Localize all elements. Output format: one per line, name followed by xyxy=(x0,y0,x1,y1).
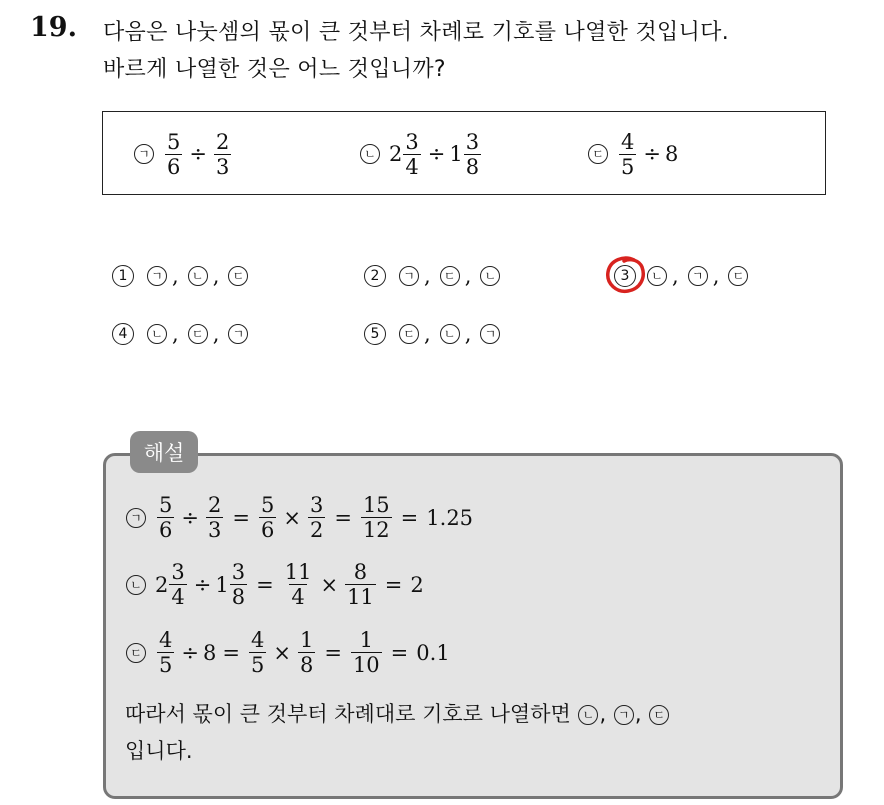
fraction: $\frac{3}{4}$ xyxy=(171,560,185,609)
expression-c: ㄷ $\frac{4}{5}$ ÷ 8 xyxy=(587,112,678,196)
choice-number: 3 xyxy=(614,265,636,287)
choice-4[interactable]: 4 ㄴ , ㄷ , ㄱ xyxy=(112,322,249,346)
conclusion-end: 입니다. xyxy=(125,739,193,763)
fraction: $\frac{5}{6}$ xyxy=(159,493,173,542)
solution-tab: 해설 xyxy=(130,431,198,473)
result-value: 0.1 xyxy=(416,640,450,665)
choice-5[interactable]: 5 ㄷ , ㄴ , ㄱ xyxy=(364,322,501,346)
fraction: $\frac{3}{4}$ xyxy=(405,129,419,179)
choice-1[interactable]: 1 ㄱ , ㄴ , ㄷ xyxy=(112,264,249,288)
fraction: $\frac{5}{6}$ xyxy=(260,493,275,542)
fraction: $\frac{15}{12}$ xyxy=(362,493,390,542)
fraction: $\frac{4}{5}$ xyxy=(250,628,265,677)
fraction: $\frac{2}{3}$ xyxy=(215,129,230,179)
question-number: 19. xyxy=(30,12,77,43)
fraction: $\frac{1}{8}$ xyxy=(299,628,314,677)
fraction: $\frac{4}{5}$ xyxy=(159,628,173,677)
fraction: $\frac{3}{2}$ xyxy=(309,493,324,542)
choice-number: 2 xyxy=(364,265,386,287)
result-value: 2 xyxy=(410,572,424,597)
solution-line-b: ㄴ 2 $\frac{3}{4}$ ÷ 1 $\frac{3}{8}$ = $\frac{11}{4}$ × $\frac{8}{11}$ = 2 xyxy=(125,560,424,609)
divide-operator: ÷ xyxy=(643,142,661,166)
solution-line-c: ㄷ $\frac{4}{5}$ ÷ 8 = $\frac{4}{5}$ × $\frac{1}{8}$ = $\frac{1}{10}$ = 0.1 xyxy=(125,628,450,677)
choice-2[interactable]: 2 ㄱ , ㄷ , ㄴ xyxy=(364,264,501,288)
fraction: $\frac{11}{4}$ xyxy=(284,560,312,609)
choice-number: 1 xyxy=(112,265,134,287)
question-line-2: 바르게 나열한 것은 어느 것입니까? xyxy=(103,57,446,82)
fraction: $\frac{4}{5}$ xyxy=(621,129,635,179)
solution-line-a: ㄱ $\frac{5}{6}$ ÷ $\frac{2}{3}$ = $\frac{5}{6}$ × $\frac{3}{2}$ = $\frac{15}{12}$ = 1.25 xyxy=(125,493,473,542)
fraction: $\frac{1}{10}$ xyxy=(352,628,380,677)
expression-a xyxy=(133,112,234,196)
marker-c: ㄷ xyxy=(588,144,608,164)
choice-number: 4 xyxy=(112,323,134,345)
expression-b: ㄴ 2 $\frac{3}{4}$ ÷ 1 $\frac{3}{8}$ xyxy=(359,112,484,196)
fraction: $\frac{3}{8}$ xyxy=(231,560,246,609)
fraction: $\frac{8}{11}$ xyxy=(347,560,374,609)
question-text xyxy=(103,14,873,88)
divide-operator: ÷ xyxy=(189,142,207,166)
conclusion-text: 따라서 몫이 큰 것부터 차례대로 기호로 나열하면 xyxy=(125,702,571,726)
fraction: $\frac{3}{8}$ xyxy=(465,129,480,179)
divide-operator: ÷ xyxy=(427,142,446,166)
fraction: $\frac{5}{6}$ xyxy=(167,129,181,179)
fraction: $\frac{2}{3}$ xyxy=(207,493,222,542)
marker-a: ㄱ xyxy=(134,144,154,164)
marker-b: ㄴ xyxy=(360,144,380,164)
question-line-1: 다음은 나눗셈의 몫이 큰 것부터 차례로 기호를 나열한 것입니다. xyxy=(103,20,729,45)
choice-number: 5 xyxy=(364,323,386,345)
solution-conclusion: 따라서 몫이 큰 것부터 차례대로 기호로 나열하면 ㄴ , ㄱ , ㄷ 입니다. xyxy=(125,696,825,770)
choice-3[interactable]: 3 ㄴ , ㄱ , ㄷ xyxy=(614,264,749,288)
result-value: 1.25 xyxy=(426,505,474,530)
given-expressions-box xyxy=(102,111,826,195)
